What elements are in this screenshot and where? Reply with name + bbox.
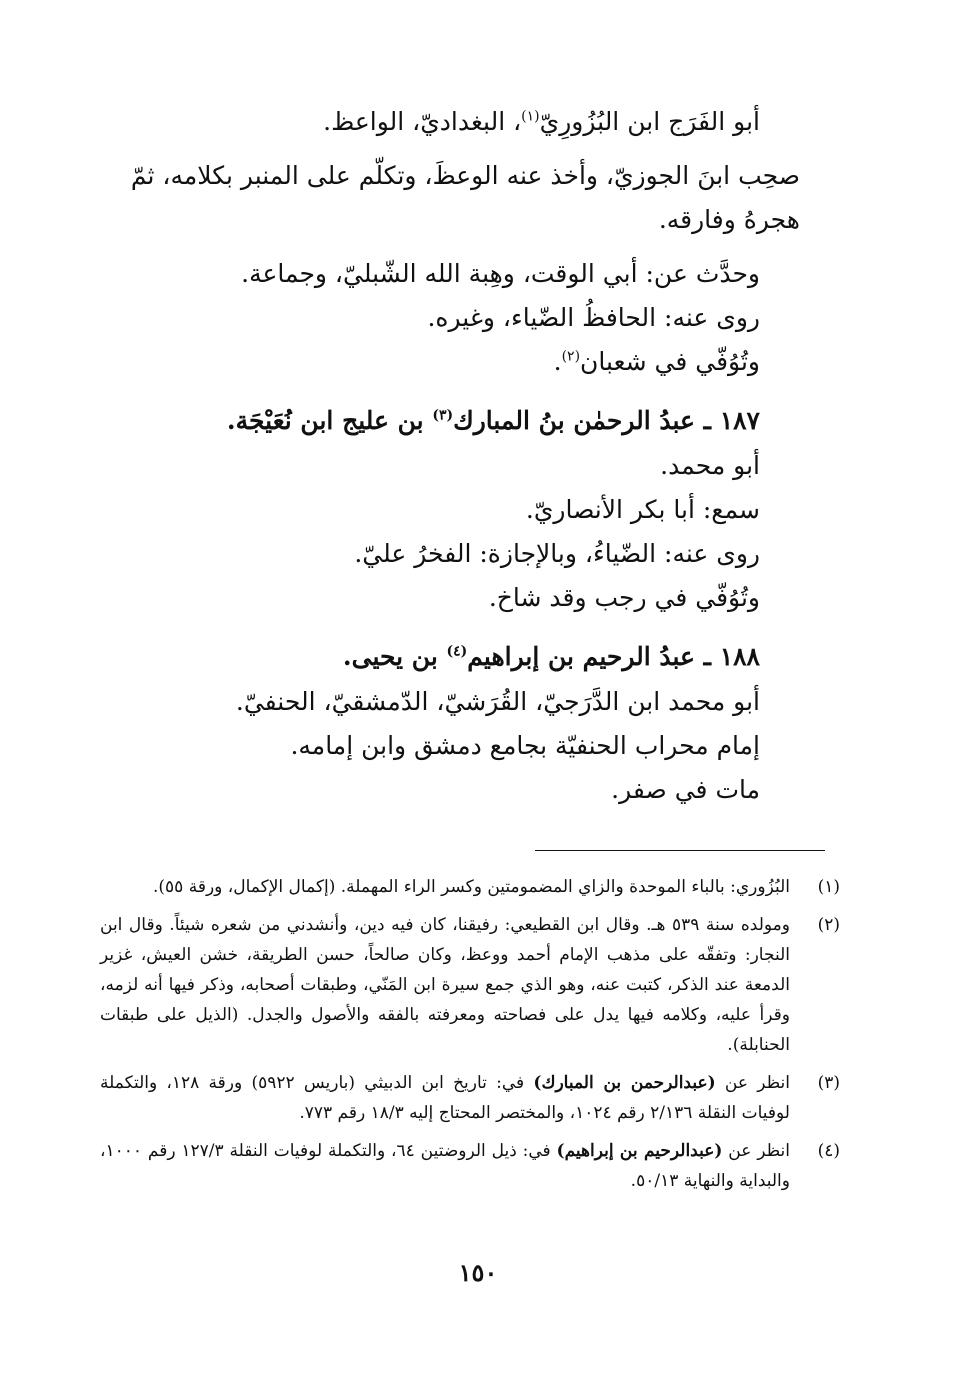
text-span: ١٨٨ ـ عبدُ الرحيم بن إبراهيم: [467, 642, 760, 671]
text-span: .: [553, 347, 562, 376]
text-line: أبو محمد.: [660, 451, 760, 480]
footnote-number: (٤): [817, 1141, 840, 1161]
footnotes: [100, 872, 840, 1204]
text-span: وتُوُفّي في شعبان: [580, 347, 760, 376]
text-line: روى عنه: الحافظُ الضّياء، وغيره.: [427, 303, 760, 332]
text-span: بن يحيى.: [342, 642, 447, 671]
text-span: ١٨٧ ـ عبدُ الرحمٰن بنُ المبارك: [453, 406, 760, 435]
footnote-1: [100, 872, 840, 902]
text-line: وتُوُفّي في رجب وقد شاخ.: [488, 583, 760, 612]
footnote-text: [100, 1136, 790, 1196]
text-span: بن عليج ابن نُعَيْجَة.: [226, 406, 433, 435]
footnote-ref[interactable]: (٢): [561, 348, 581, 365]
text-line: إمام محراب الحنفيّة بجامع دمشق وابن إمامه.: [290, 731, 760, 760]
page-number: ١٥٠: [458, 1258, 498, 1287]
text-line: أبو محمد ابن الدَّرَجيّ، القُرَشيّ، الدّمشقيّ، الحنفيّ.: [235, 687, 760, 716]
bold-name: (عبدالرحيم بن إبراهيم): [556, 1141, 723, 1161]
text-line: مات في صفر.: [611, 775, 760, 804]
footnote-4: [100, 1136, 840, 1196]
entry-heading-188: [80, 634, 760, 680]
footnote-separator: [535, 850, 825, 851]
text-span: ، البغداديّ، الواعظ.: [323, 107, 522, 136]
text-line: سمع: أبا بكر الأنصاريّ.: [525, 495, 760, 524]
text-line: صحِب ابنَ الجوزيّ، وأخذ عنه الوعظَ، وتكلّم على المنبر بكلامه، ثمّ هجرهُ وفارقه.: [130, 161, 800, 234]
footnote-ref[interactable]: (١): [521, 108, 540, 125]
text-line: [80, 100, 760, 144]
footnote-text: البُزُوري: بالباء الموحدة والزاي المضمومتين وكسر الراء المهملة. (إكمال الإكمال، ورقة ٥٥).: [153, 877, 790, 897]
footnote-number: (١): [817, 877, 840, 897]
footnote-ref[interactable]: (٣): [432, 407, 454, 424]
footnote-number: (٣): [817, 1073, 840, 1093]
footnote-number: (٢): [817, 915, 840, 935]
text-span: أبو الفَرَج ابن البُزُورِيّ: [539, 107, 760, 136]
footnote-3: [100, 1068, 840, 1128]
text-span: في: ذيل الروضتين ٦٤، والتكملة لوفيات النقلة ١٢٧/٣ رقم ١٠٠٠، والبداية والنهاية ٥٠/١٣.: [100, 1141, 790, 1191]
text-span: انظر عن: [722, 1141, 790, 1161]
bold-name: (عبدالرحمن بن المبارك): [533, 1073, 716, 1093]
footnote-ref[interactable]: (٤): [446, 643, 468, 660]
entry-heading-187: [80, 398, 760, 444]
text-span: في: تاريخ ابن الدبيثي (باريس ٥٩٢٢) ورقة ١٢٨، والتكملة لوفيات النقلة ٢/١٣٦ رقم ١٠٢٤، والمختصر المحتاج إليه ١٨/٣ رقم ٧٧٣.: [100, 1073, 790, 1123]
footnote-text: ومولده سنة ٥٣٩ هـ. وقال ابن القطيعي: رفيقنا، كان فيه دين، وأنشدني من شعره شيئاً. وقال ابن النجار: وتفقّه على مذهب الإمام أحمد ووعظ، وكان صالحاً، حسن الطريقة، خشن العيش، غزير الدمعة عند الذكر، كتبت عنه، وهو الذي جمع سيرة ابن المَنّي، وطبقات أصحابه، وذكر فيها أنه لزمه، وقرأ عليه، وكلامه فيها يدل على فصاحته ومعرفته بالفقه والأصول والجدل. (الذيل على طبقات الحنابلة).: [100, 915, 790, 1055]
text-line: وحدَّث عن: أبي الوقت، وهِبة الله الشّبليّ، وجماعة.: [241, 259, 760, 288]
text-span: انظر عن: [715, 1073, 791, 1093]
footnote-2: [100, 910, 840, 1060]
main-text: [80, 100, 800, 812]
text-line: [80, 340, 760, 384]
footnote-text: [100, 1068, 790, 1128]
text-line: روى عنه: الضّياءُ، وبالإجازة: الفخرُ عليّ.: [354, 539, 760, 568]
